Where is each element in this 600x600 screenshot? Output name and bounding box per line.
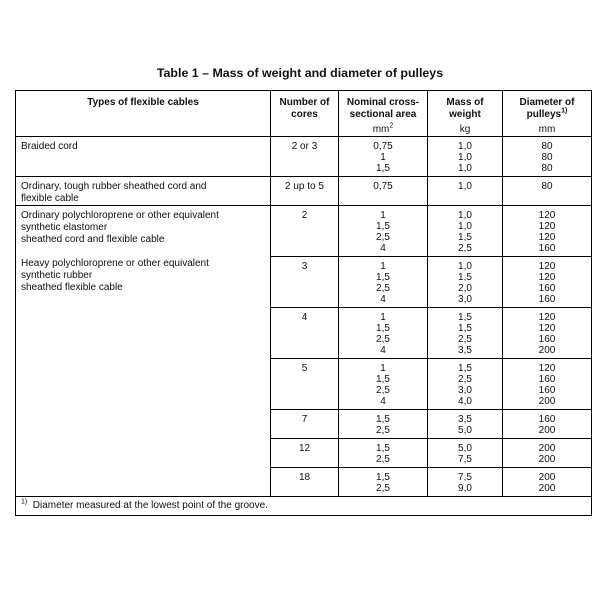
- area-cell-value: 4: [380, 243, 386, 254]
- cores-cell: 4: [271, 308, 339, 359]
- area-cell-value: 2,5: [376, 334, 390, 345]
- diameter-unit: mm: [538, 124, 556, 135]
- diameter-cell-value: 120: [538, 363, 556, 374]
- diameter-cell-value: 120: [538, 272, 556, 283]
- cable-type-cell: [16, 206, 271, 497]
- area-cell-value: 1,5: [376, 272, 390, 283]
- area-cell-value: 2,5: [376, 283, 390, 294]
- cores-cell: 2 or 3: [271, 137, 339, 177]
- area-cell-value: 1,5: [376, 323, 390, 334]
- area-cell-value: 2,5: [376, 385, 390, 396]
- mass-cell: [428, 359, 503, 410]
- cores-cell: 2: [271, 206, 339, 257]
- diameter-cell: [503, 308, 592, 359]
- area-cell: [339, 410, 428, 439]
- mass-cell-value: 5,0: [458, 443, 472, 454]
- area-cell: [339, 177, 428, 206]
- diameter-cell: [503, 177, 592, 206]
- mass-cell-value: 1,0: [458, 163, 472, 174]
- diameter-cell-value: 120: [538, 323, 556, 334]
- area-cell-value: 1,5: [376, 443, 390, 454]
- diameter-cell-value: 160: [538, 283, 556, 294]
- diameter-cell: [503, 410, 592, 439]
- mass-cell: [428, 439, 503, 468]
- mass-cell-value: 1,5: [458, 312, 472, 323]
- diameter-cell-value: 160: [538, 414, 556, 425]
- mass-cell-value: 1,0: [458, 152, 472, 163]
- diameter-cell-value: 80: [541, 152, 553, 163]
- cable-type-line: Ordinary polychloroprene or other equivalent: [21, 210, 219, 221]
- area-cell: [339, 359, 428, 410]
- area-cell-value: 1: [380, 363, 386, 374]
- area-cell-value: 4: [380, 294, 386, 305]
- area-cell-value: 1,5: [376, 374, 390, 385]
- diameter-cell-value: 120: [538, 261, 556, 272]
- area-cell: [339, 468, 428, 497]
- mass-cell-value: 7,5: [458, 472, 472, 483]
- mass-cell-value: 5,0: [458, 425, 472, 436]
- cable-type-line: synthetic rubber: [21, 270, 93, 281]
- mass-cell-value: 1,0: [458, 141, 472, 152]
- diameter-cell: [503, 439, 592, 468]
- diameter-cell-value: 200: [538, 425, 556, 436]
- footnote: $^{1)}$ Diameter measured at the lowest point of the groove.: [16, 497, 592, 516]
- table-row: [16, 137, 592, 177]
- footnote-row: [16, 497, 592, 516]
- mass-unit: kg: [459, 124, 471, 135]
- diameter-cell-value: 200: [538, 396, 556, 407]
- diameter-cell-value: 200: [538, 345, 556, 356]
- diameter-cell-value: 160: [538, 374, 556, 385]
- diameter-cell-value: 160: [538, 385, 556, 396]
- diameter-cell: [503, 257, 592, 308]
- mass-cell-value: 2,0: [458, 283, 472, 294]
- cable-type-line: Ordinary, tough rubber sheathed cord and: [21, 181, 207, 192]
- table-row: [16, 177, 592, 206]
- cores-cell: 2 up to 5: [271, 177, 339, 206]
- diameter-cell: [503, 468, 592, 497]
- mass-cell: [428, 410, 503, 439]
- cores-cell: 3: [271, 257, 339, 308]
- area-cell: [339, 206, 428, 257]
- cable-type-line: sheathed flexible cable: [21, 282, 123, 293]
- mass-cell: [428, 468, 503, 497]
- area-cell-value: 1,5: [376, 472, 390, 483]
- diameter-cell-value: 200: [538, 472, 556, 483]
- mass-cell-value: 2,5: [458, 374, 472, 385]
- header-mass: Mass of weight kg: [428, 91, 503, 137]
- area-cell-value: 1: [380, 152, 386, 163]
- area-cell-value: 1,5: [376, 163, 390, 174]
- cores-cell: 5: [271, 359, 339, 410]
- area-cell: [339, 257, 428, 308]
- header-area: Nominal cross- sectional area $mm^2$: [339, 91, 428, 137]
- area-cell-value: 2,5: [376, 454, 390, 465]
- diameter-cell-value: 80: [541, 163, 553, 174]
- area-cell-value: 2,5: [376, 483, 390, 494]
- mass-cell-value: 1,5: [458, 272, 472, 283]
- diameter-cell-value: 80: [541, 181, 553, 192]
- mass-cell-value: 1,5: [458, 323, 472, 334]
- table-row: [16, 206, 592, 257]
- mass-cell-value: 2,5: [458, 243, 472, 254]
- mass-cell-value: 4,0: [458, 396, 472, 407]
- area-cell-value: 4: [380, 345, 386, 356]
- mass-cell-value: 7,5: [458, 454, 472, 465]
- pulley-table: [15, 90, 592, 516]
- mass-cell-value: 3,5: [458, 345, 472, 356]
- cable-type-line: flexible cable: [21, 193, 79, 204]
- diameter-cell-value: 200: [538, 483, 556, 494]
- diameter-cell-value: 120: [538, 312, 556, 323]
- mass-cell-value: 9,0: [458, 483, 472, 494]
- diameter-cell-value: 120: [538, 221, 556, 232]
- mass-cell-value: 1,0: [458, 210, 472, 221]
- area-cell-value: 1,5: [376, 414, 390, 425]
- diameter-cell: [503, 137, 592, 177]
- area-cell: [339, 439, 428, 468]
- header-cores: Number of cores: [271, 91, 339, 137]
- area-cell-value: 1: [380, 312, 386, 323]
- mass-cell: [428, 257, 503, 308]
- cable-type-cell: [16, 177, 271, 206]
- area-cell-value: 1,5: [376, 221, 390, 232]
- cable-type-line: Braided cord: [21, 141, 78, 152]
- area-cell-value: 0,75: [373, 181, 393, 192]
- mass-cell-value: 1,5: [458, 232, 472, 243]
- area-unit: $mm^2$: [372, 122, 394, 135]
- header-diameter: Diameter of pulleys$^{1)}$ mm: [503, 91, 592, 137]
- mass-cell: [428, 177, 503, 206]
- mass-cell: [428, 206, 503, 257]
- mass-cell-value: 1,5: [458, 363, 472, 374]
- area-cell-value: 2,5: [376, 232, 390, 243]
- table-caption: Table 1 – Mass of weight and diameter of pulleys: [156, 66, 444, 80]
- diameter-cell-value: 80: [541, 141, 553, 152]
- cable-type-line: synthetic elastomer: [21, 222, 108, 233]
- area-cell-value: 1: [380, 210, 386, 221]
- diameter-cell-value: 200: [538, 454, 556, 465]
- header-row: [16, 91, 592, 137]
- area-cell-value: 1: [380, 261, 386, 272]
- diameter-cell-value: 160: [538, 243, 556, 254]
- mass-cell-value: 1,0: [458, 181, 472, 192]
- cores-cell: 18: [271, 468, 339, 497]
- area-cell-value: 2,5: [376, 425, 390, 436]
- diameter-cell-value: 200: [538, 443, 556, 454]
- mass-cell-value: 1,0: [458, 221, 472, 232]
- cable-type-cell: [16, 137, 271, 177]
- area-cell-value: 4: [380, 396, 386, 407]
- diameter-cell: [503, 206, 592, 257]
- area-cell: [339, 137, 428, 177]
- mass-cell: [428, 137, 503, 177]
- diameter-cell: [503, 359, 592, 410]
- mass-cell-value: 2,5: [458, 334, 472, 345]
- mass-cell-value: 3,0: [458, 385, 472, 396]
- diameter-cell-value: 120: [538, 210, 556, 221]
- cores-cell: 7: [271, 410, 339, 439]
- diameter-cell-value: 160: [538, 334, 556, 345]
- mass-cell-value: 3,0: [458, 294, 472, 305]
- header-types: Types of flexible cables: [16, 91, 271, 137]
- mass-cell-value: 3,5: [458, 414, 472, 425]
- cable-type-line: Heavy polychloroprene or other equivalent: [21, 258, 209, 269]
- cable-type-line: sheathed cord and flexible cable: [21, 234, 165, 245]
- cores-cell: 12: [271, 439, 339, 468]
- mass-cell-value: 1,0: [458, 261, 472, 272]
- area-cell: [339, 308, 428, 359]
- diameter-cell-value: 160: [538, 294, 556, 305]
- mass-cell: [428, 308, 503, 359]
- area-cell-value: 0,75: [373, 141, 393, 152]
- diameter-cell-value: 120: [538, 232, 556, 243]
